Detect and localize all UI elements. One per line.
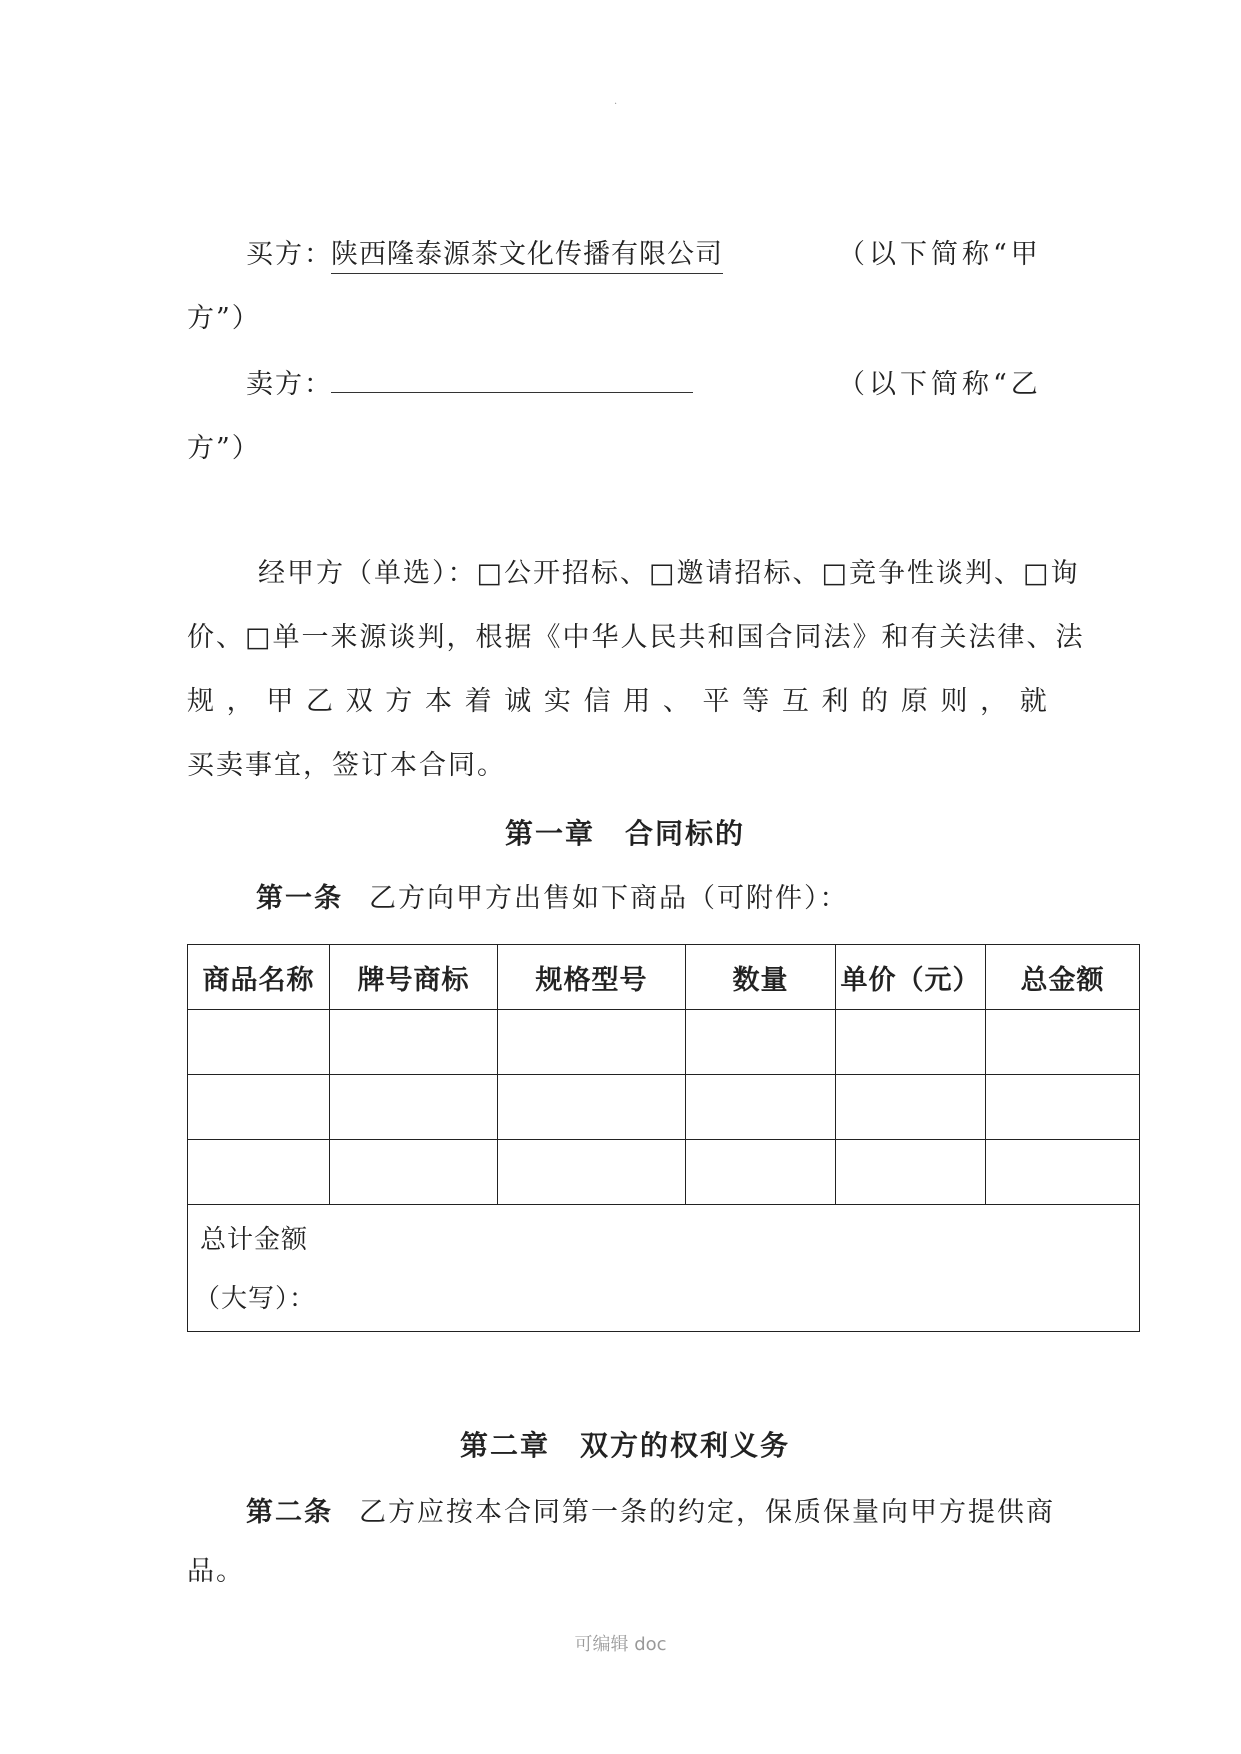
intro-line-2: 价、□单一来源谈判，根据《中华人民共和国合同法》和有关法律、法 bbox=[187, 622, 1085, 653]
article-2-tail: 品。 bbox=[187, 1556, 245, 1587]
table-total-row bbox=[188, 1205, 1140, 1332]
article-1 bbox=[256, 876, 849, 915]
intro-line-3-char: 双 bbox=[345, 686, 373, 717]
intro-line-3-char: ， bbox=[980, 686, 1008, 717]
intro-line-4: 买卖事宜，签订本合同。 bbox=[187, 750, 506, 781]
intro-line-3-char: 、 bbox=[662, 686, 690, 717]
goods-table bbox=[187, 944, 1140, 1332]
intro-line-3-char: 实 bbox=[543, 686, 571, 717]
table-header-row bbox=[188, 945, 1140, 1010]
table-cell[interactable] bbox=[986, 1010, 1140, 1075]
intro-line-3-char: 本 bbox=[424, 686, 452, 717]
intro-line-3-char: 诚 bbox=[504, 686, 532, 717]
intro-line-3-char: 规 bbox=[187, 686, 214, 717]
buyer-abbr-tail: 方”） bbox=[187, 303, 261, 334]
intro-line-3-char: 乙 bbox=[305, 686, 333, 717]
total-amount-label: 总计金额 bbox=[200, 1225, 309, 1255]
buyer-name: 陕西隆泰源茶文化传播有限公司 bbox=[331, 232, 723, 274]
footer-text: 可编辑 doc bbox=[574, 1634, 667, 1655]
table-cell[interactable] bbox=[330, 1010, 498, 1075]
intro-line-3-char: 着 bbox=[464, 686, 492, 717]
table-cell[interactable] bbox=[836, 1010, 986, 1075]
intro-line-1: 经甲方（单选）：□公开招标、□邀请招标、□竞争性谈判、□询 bbox=[258, 558, 1080, 589]
table-row bbox=[188, 1075, 1140, 1140]
buyer-label: 买方： bbox=[246, 239, 333, 270]
chapter-1-title: 第一章 合同标的 bbox=[505, 817, 746, 850]
table-cell[interactable] bbox=[836, 1140, 986, 1205]
intro-line-3-char: 平 bbox=[702, 686, 730, 717]
intro-line-3-char: 互 bbox=[781, 686, 809, 717]
article-2-number: 第二条 bbox=[246, 1497, 333, 1528]
seller-abbr-tail: 方”） bbox=[187, 433, 261, 464]
header-spec: 规格型号 bbox=[498, 945, 686, 1010]
total-amount-cell[interactable] bbox=[188, 1205, 1140, 1332]
intro-line-3-char: 原 bbox=[900, 686, 928, 717]
table-row bbox=[188, 1010, 1140, 1075]
intro-line-3-char: 则 bbox=[940, 686, 968, 717]
table-cell[interactable] bbox=[498, 1010, 686, 1075]
table-cell[interactable] bbox=[686, 1075, 836, 1140]
intro-line-3-char: 甲 bbox=[266, 686, 294, 717]
intro-line-3-char: 利 bbox=[821, 686, 849, 717]
intro-line-3-char: 就 bbox=[1019, 686, 1047, 717]
intro-line-3-char: 方 bbox=[385, 686, 413, 717]
intro-line-3-char: 用 bbox=[623, 686, 651, 717]
article-2-text: 乙方应按本合同第一条的约定，保质保量向甲方提供商 bbox=[359, 1497, 1055, 1528]
table-cell[interactable] bbox=[686, 1140, 836, 1205]
intro-line-3-char: 信 bbox=[583, 686, 611, 717]
seller-label: 卖方： bbox=[246, 369, 333, 400]
header-mark: . bbox=[614, 96, 618, 107]
intro-line-3-char: ， bbox=[226, 686, 254, 717]
table-cell[interactable] bbox=[330, 1140, 498, 1205]
header-quantity: 数量 bbox=[686, 945, 836, 1010]
table-cell[interactable] bbox=[498, 1140, 686, 1205]
table-cell[interactable] bbox=[986, 1140, 1140, 1205]
intro-line-3-char: 的 bbox=[861, 686, 889, 717]
table-cell[interactable] bbox=[188, 1140, 330, 1205]
intro-line-3-char: 等 bbox=[742, 686, 770, 717]
buyer-abbr: （以下简称“甲 bbox=[838, 239, 1042, 270]
article-1-text: 乙方向甲方出售如下商品（可附件）： bbox=[369, 883, 849, 914]
table-cell[interactable] bbox=[330, 1075, 498, 1140]
intro-line-3 bbox=[187, 682, 1047, 722]
header-product-name: 商品名称 bbox=[188, 945, 330, 1010]
header-unit-price: 单价（元） bbox=[836, 945, 986, 1010]
table-cell[interactable] bbox=[188, 1075, 330, 1140]
header-total-amount: 总金额 bbox=[986, 945, 1140, 1010]
seller-abbr: （以下简称“乙 bbox=[838, 369, 1042, 400]
seller-name-blank[interactable] bbox=[331, 392, 693, 393]
table-cell[interactable] bbox=[986, 1075, 1140, 1140]
total-amount-uppercase-label: （大写）： bbox=[194, 1284, 317, 1314]
table-row bbox=[188, 1140, 1140, 1205]
article-1-number: 第一条 bbox=[256, 883, 343, 914]
chapter-2-title: 第二章 双方的权利义务 bbox=[460, 1429, 791, 1462]
table-cell[interactable] bbox=[686, 1010, 836, 1075]
article-2 bbox=[246, 1490, 1055, 1529]
header-brand: 牌号商标 bbox=[330, 945, 498, 1010]
table-cell[interactable] bbox=[498, 1075, 686, 1140]
table-cell[interactable] bbox=[836, 1075, 986, 1140]
table-cell[interactable] bbox=[188, 1010, 330, 1075]
